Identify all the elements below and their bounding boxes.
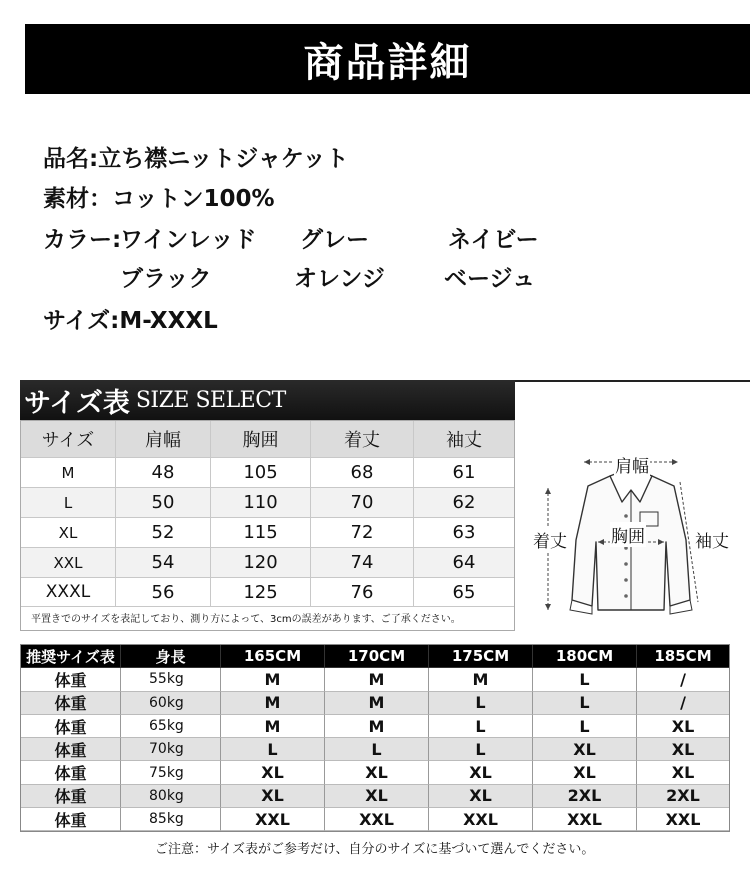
table-cell: L (429, 738, 533, 761)
table-row (21, 548, 514, 578)
table-row (21, 785, 729, 808)
color-item: ワインレッド (120, 227, 257, 253)
header-cell: 肩幅 (116, 421, 211, 458)
table-cell: 60kg (121, 692, 221, 715)
size-chart-header (20, 380, 515, 420)
table-cell: L (533, 692, 637, 715)
table-cell: 2XL (533, 785, 637, 808)
table-cell: XXL (325, 808, 429, 831)
header-cell: 180CM (533, 645, 637, 668)
table-cell: 105 (211, 458, 311, 488)
table-row (21, 692, 729, 715)
table-cell: M (221, 668, 325, 691)
sleeve-label: 袖丈 (694, 527, 730, 552)
table-cell: 74 (311, 548, 414, 578)
size-chart-table (20, 420, 515, 631)
table-cell: 65kg (121, 715, 221, 738)
table-cell: 70 (311, 488, 414, 518)
table-row (21, 488, 514, 518)
table-cell: 61 (414, 458, 514, 488)
measurement-note: 平置きでのサイズを表記しており、測り方によって、3cmの誤差があります、ご了承ください。 (31, 614, 461, 625)
table-cell: 72 (311, 518, 414, 548)
header-cell: 着丈 (311, 421, 414, 458)
header-cell: 165CM (221, 645, 325, 668)
color-label: カラー: (43, 227, 122, 253)
table-cell: 2XL (637, 785, 729, 808)
footer-note: ご注意：サイズ表がご参考だけ、自分のサイズに基づいて選んでください。 (155, 842, 595, 857)
table-cell: 110 (211, 488, 311, 518)
table-cell: 125 (211, 578, 311, 607)
table-cell: 体重 (21, 715, 121, 738)
size-chart-header-row (21, 421, 514, 458)
product-size-range: サイズ:M-XXXL (43, 308, 218, 334)
table-cell: XXL (533, 808, 637, 831)
color-item: ベージュ (444, 266, 536, 292)
table-cell: M (221, 715, 325, 738)
table-cell: XL (221, 761, 325, 784)
table-cell: 75kg (121, 761, 221, 784)
table-cell: XL (221, 785, 325, 808)
table-cell: XL (533, 738, 637, 761)
table-cell: 62 (414, 488, 514, 518)
header-cell: サイズ (21, 421, 116, 458)
table-row (21, 715, 729, 738)
table-cell: 85kg (121, 808, 221, 831)
table-cell: 115 (211, 518, 311, 548)
table-cell: 体重 (21, 761, 121, 784)
size-chart-subtitle: SIZE SELECT (135, 387, 286, 413)
table-cell: XL (533, 761, 637, 784)
table-cell: XXL (21, 548, 116, 578)
table-cell: XL (21, 518, 116, 548)
table-cell: 65 (414, 578, 514, 607)
table-cell: 体重 (21, 808, 121, 831)
header-rule (515, 380, 750, 382)
table-cell: M (325, 692, 429, 715)
table-cell: XXL (429, 808, 533, 831)
color-item: グレー (300, 227, 369, 253)
page-title: 商品詳細 (303, 39, 472, 86)
recommended-size-table (20, 644, 730, 832)
header-cell: 175CM (429, 645, 533, 668)
table-cell: XXXL (21, 578, 116, 607)
table-cell: 50 (116, 488, 211, 518)
table-row (21, 761, 729, 784)
table-cell: 80kg (121, 785, 221, 808)
table-cell: L (325, 738, 429, 761)
title-bar (25, 24, 750, 94)
table-cell: 76 (311, 578, 414, 607)
header-cell: 185CM (637, 645, 729, 668)
table-cell: 55kg (121, 668, 221, 691)
measurement-diagram (518, 420, 750, 630)
table-cell: M (325, 715, 429, 738)
table-cell: 70kg (121, 738, 221, 761)
header-cell: 推奨サイズ表 (21, 645, 121, 668)
table-cell: 68 (311, 458, 414, 488)
header-cell: 170CM (325, 645, 429, 668)
chest-label: 胸囲 (610, 522, 646, 547)
table-cell: 体重 (21, 738, 121, 761)
length-label: 着丈 (532, 527, 568, 552)
table-cell: 体重 (21, 692, 121, 715)
table-cell: L (21, 488, 116, 518)
table-cell: XL (325, 761, 429, 784)
table-cell: XL (637, 738, 729, 761)
table-cell: XL (325, 785, 429, 808)
table-cell: XXL (637, 808, 729, 831)
table-cell: M (221, 692, 325, 715)
header-cell: 袖丈 (414, 421, 514, 458)
table-cell: XL (429, 761, 533, 784)
table-cell: M (325, 668, 429, 691)
table-row (21, 668, 729, 691)
table-cell: XXL (221, 808, 325, 831)
header-cell: 身長 (121, 645, 221, 668)
size-chart-title: サイズ表 (24, 387, 130, 419)
table-cell: / (637, 692, 729, 715)
table-cell: 120 (211, 548, 311, 578)
table-row (21, 578, 514, 607)
table-cell: L (429, 692, 533, 715)
table-cell: XL (429, 785, 533, 808)
table-cell: XL (637, 761, 729, 784)
table-cell: 63 (414, 518, 514, 548)
color-item: オレンジ (294, 266, 385, 292)
table-cell: L (533, 668, 637, 691)
color-item: ブラック (120, 266, 212, 292)
table-cell: 48 (116, 458, 211, 488)
shoulder-label: 肩幅 (614, 452, 650, 477)
table-cell: M (21, 458, 116, 488)
product-name: 品名:立ち襟ニットジャケット (43, 146, 349, 172)
table-cell: 64 (414, 548, 514, 578)
table-cell: M (429, 668, 533, 691)
header-cell: 胸囲 (211, 421, 311, 458)
product-material: 素材：コットン100% (43, 186, 275, 212)
table-cell: 56 (116, 578, 211, 607)
table-cell: XL (637, 715, 729, 738)
table-cell: L (533, 715, 637, 738)
table-cell: / (637, 668, 729, 691)
recommend-header-row (21, 645, 729, 668)
table-row (21, 458, 514, 488)
table-row (21, 518, 514, 548)
table-cell: 体重 (21, 785, 121, 808)
color-item: ネイビー (448, 227, 539, 253)
table-cell: L (221, 738, 325, 761)
table-cell: L (429, 715, 533, 738)
table-cell: 54 (116, 548, 211, 578)
table-cell: 体重 (21, 668, 121, 691)
table-row (21, 808, 729, 831)
table-cell: 52 (116, 518, 211, 548)
table-row (21, 738, 729, 761)
